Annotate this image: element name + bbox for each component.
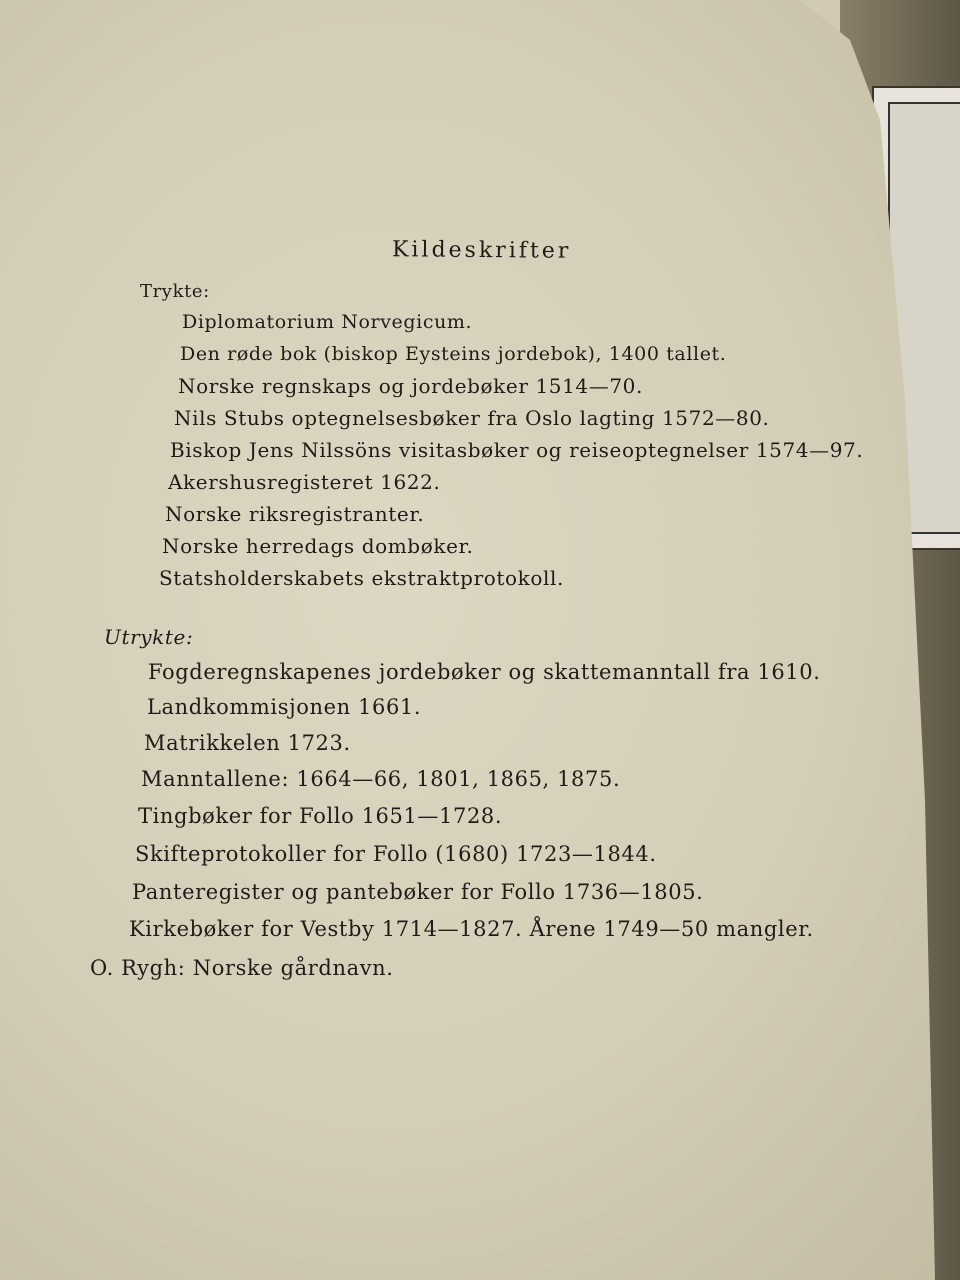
list-item: Statsholderskabets ekstraktprotokoll. [159, 566, 564, 590]
list-item: Norske regnskaps og jordebøker 1514—70. [178, 374, 643, 398]
list-item: Fogderegnskapenes jordebøker og skattemanntall fra 1610. [148, 660, 821, 684]
list-item: Norske riksregistranter. [165, 502, 425, 526]
list-item: Panteregister og pantebøker for Follo 1736—1805. [132, 880, 704, 904]
footer-item: O. Rygh: Norske gårdnavn. [90, 956, 394, 980]
list-item: Norske herredags dombøker. [162, 534, 474, 558]
page-title: Kildeskrifter [391, 237, 572, 264]
list-item: Skifteprotokoller for Follo (1680) 1723—1844. [135, 842, 657, 866]
list-item: Landkommisjonen 1661. [147, 695, 422, 719]
list-item: Biskop Jens Nilssöns visitasbøker og reiseoptegnelser 1574—97. [170, 438, 864, 462]
section-heading-unprinted: Utrykte: [104, 625, 194, 649]
section-heading-printed: Trykte: [140, 281, 210, 302]
list-item: Manntallene: 1664—66, 1801, 1865, 1875. [141, 767, 621, 791]
list-item: Den røde bok (biskop Eysteins jordebok), 1400 tallet. [180, 343, 727, 365]
list-item: Matrikkelen 1723. [144, 731, 351, 755]
list-item: Diplomatorium Norvegicum. [182, 311, 473, 333]
list-item: Kirkebøker for Vestby 1714—1827. Årene 1749—50 mangler. [129, 917, 814, 941]
list-item: Tingbøker for Follo 1651—1728. [138, 804, 503, 828]
list-item: Nils Stubs optegnelsesbøker fra Oslo lagting 1572—80. [174, 406, 770, 430]
list-item: Akershusregisteret 1622. [168, 470, 441, 494]
